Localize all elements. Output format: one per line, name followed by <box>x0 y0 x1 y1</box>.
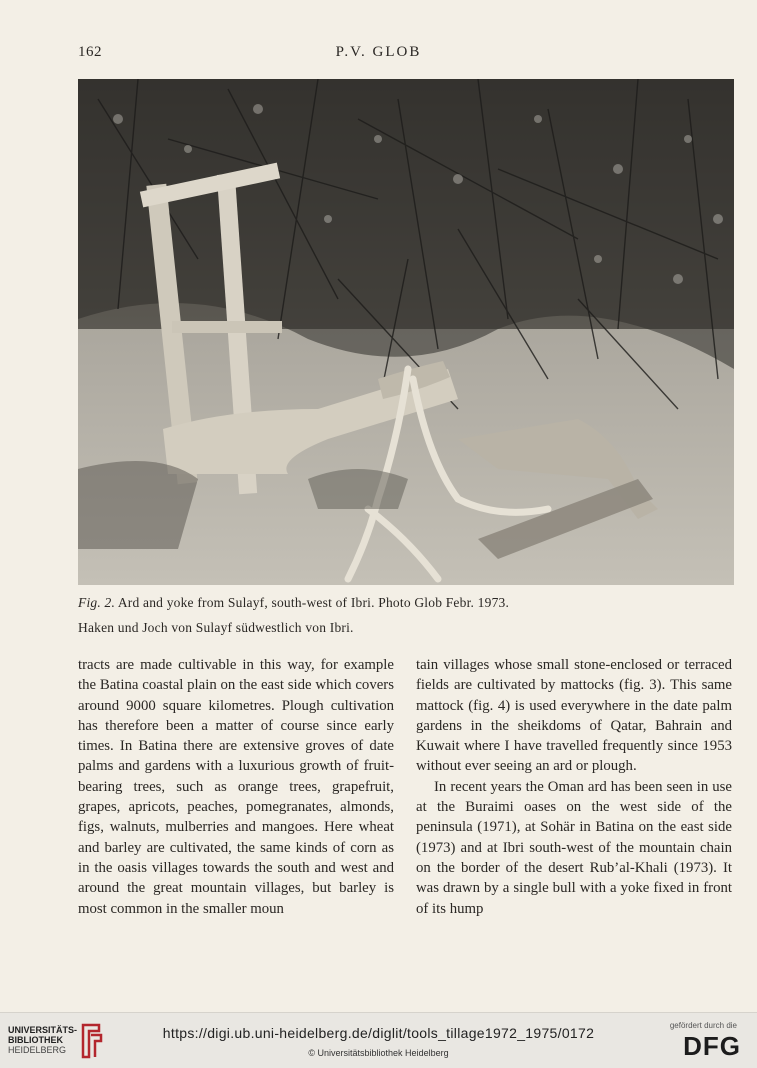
paragraph: In recent years the Oman ard has been seen in use at the Buraimi oases on the west side of the peninsula (1971), at Sohär in Batina on the east side (1973) and at Ibri south-west of the mountain chain on the border of the desert Rub’al-Khali (1973). It was drawn by a single bull with a yoke fixed in front of its hump <box>416 778 732 917</box>
figure-caption-german: Haken und Joch von Sulayf südwestlich von Ibri. <box>78 620 354 635</box>
permalink-url[interactable]: https://digi.ub.uni-heidelberg.de/diglit/tools_tillage1972_1975/0172 <box>162 1025 595 1041</box>
figure-label: Fig. 2. <box>78 595 116 610</box>
page-number: 162 <box>78 44 102 60</box>
library-name-line: HEIDELBERG <box>8 1045 67 1055</box>
photo-ard-and-yoke <box>78 79 734 585</box>
photo-illustration <box>78 79 734 585</box>
library-name-line: UNIVERSITÄTS- <box>8 1025 78 1035</box>
paragraph: tracts are made cultivable in this way, for example the Batina coastal plain on the east side which covers around 9000 square kilometres. Plough cultivation has therefore been a matter of course since early times. In Batina there are extensive groves of date palms and gardens with a luxurious growth of fruit-bearing trees, such as orange trees, grapefruit, grapes, apricots, peaches, pomegranates, almonds, figs, walnuts, mulberries and mangoes. Here wheat and barley are cultivated, the same kinds of corn as in the oasis villages towards the south and west and around the great mountain villages, but barley is most common in the smaller moun <box>78 657 394 917</box>
dfg-logo: DFG <box>683 1031 741 1061</box>
left-column <box>78 655 394 919</box>
running-head: P.V. GLOB <box>335 44 422 60</box>
digitization-footer <box>0 1012 757 1068</box>
paragraph: tain villages whose small stone-enclosed or terraced fields are cultivated by mattocks (fig. 3). This same mattock (fig. 4) is used everywhere in the date palm gardens in the sheikdoms of Qatar, Bahrain and Kuwait where I have travelled frequently since 1953 without ever seeing an ard or plough. <box>416 657 732 775</box>
funder-line: gefördert durch die <box>669 1021 737 1030</box>
right-column <box>416 655 732 919</box>
figure-caption <box>78 595 509 611</box>
copyright-notice: © Universitätsbibliothek Heidelberg <box>308 1048 449 1058</box>
library-name-line: BIBLIOTHEK <box>8 1035 63 1045</box>
figure-caption-text: Ard and yoke from Sulayf, south-west of Ibri. Photo Glob Febr. 1973. <box>115 595 510 610</box>
